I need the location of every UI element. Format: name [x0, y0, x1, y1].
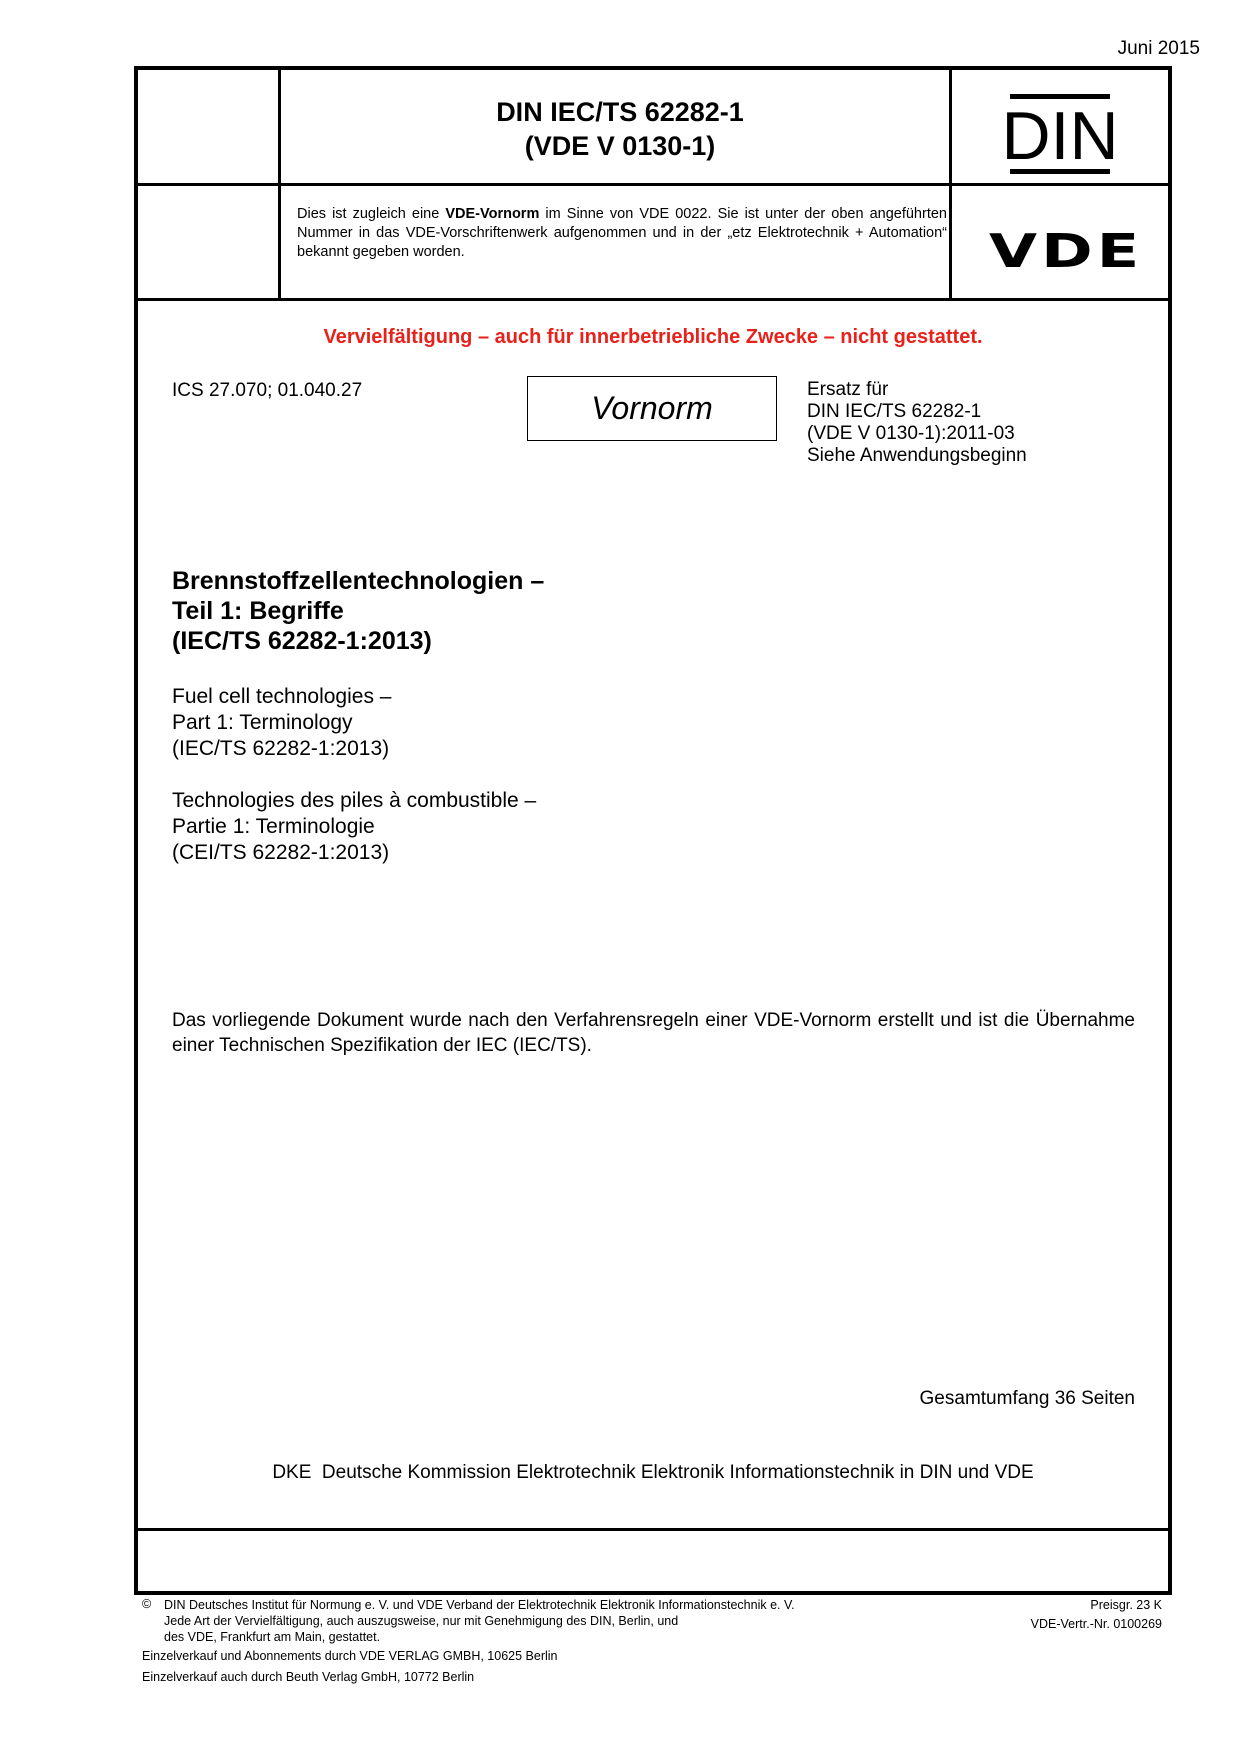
- title-de-line-2: Teil 1: Begriffe: [172, 597, 344, 625]
- standard-number: DIN IEC/TS 62282-1: [496, 97, 744, 127]
- notice-text-2: im Sinne von VDE 0022. Sie ist unter der oben angeführten Nummer in das VDE-Vorschriftenwerk aufgenommen und in der „etz Elektrotechnik + Automation“ bekannt gegeben worden.: [297, 206, 947, 260]
- procedure-statement: Das vorliegende Dokument wurde nach den Verfahrensregeln einer VDE-Vornorm erstellt und ist die Übernahme einer Technischen Spezifikation der IEC (IEC/TS).: [172, 1010, 1135, 1056]
- replacement-line-4: Siehe Anwendungsbeginn: [807, 445, 1027, 466]
- frame-vline-left: [278, 66, 281, 300]
- dke-line: DKE Deutsche Kommission Elektrotechnik Elektronik Informationstechnik in DIN und VDE: [272, 1462, 1034, 1483]
- title-english: [172, 684, 391, 762]
- replacement-info: [807, 379, 1027, 467]
- title-en-line-3: (IEC/TS 62282-1:2013): [172, 737, 390, 760]
- title-german: [172, 566, 544, 656]
- replacement-line-2: DIN IEC/TS 62282-1: [807, 401, 982, 422]
- din-logo-graphic: [1001, 94, 1119, 174]
- title-de-line-3: (IEC/TS 62282-1:2013): [172, 627, 432, 655]
- publication-date: Juni 2015: [1117, 38, 1200, 59]
- frame-divider-1: [134, 183, 1172, 186]
- replacement-line-3: (VDE V 0130-1):2011-03: [807, 423, 1015, 444]
- copyright-line-2: Jede Art der Vervielfältigung, auch auszugsweise, nur mit Genehmigung des DIN, Berlin, und: [164, 1614, 679, 1628]
- title-fr-line-1: Technologies des piles à combustible –: [172, 789, 537, 812]
- title-de-line-1: Brennstoffzellentechnologien –: [172, 567, 545, 595]
- title-fr-line-3: (CEI/TS 62282-1:2013): [172, 841, 390, 864]
- notice-text-1: Dies ist zugleich eine: [297, 206, 446, 222]
- copyright-block: [164, 1597, 924, 1645]
- vornorm-box: [527, 376, 777, 441]
- title-fr-line-2: Partie 1: Terminologie: [172, 815, 375, 838]
- price-block: [1031, 1597, 1162, 1632]
- notice-text-bold: VDE-Vornorm: [445, 206, 540, 222]
- vornorm-label: Vornorm: [591, 390, 713, 426]
- replacement-line-1: Ersatz für: [807, 379, 889, 400]
- title-en-line-2: Part 1: Terminology: [172, 711, 353, 734]
- sale-line-1: Einzelverkauf und Abonnements durch VDE VERLAG GMBH, 10625 Berlin: [142, 1649, 558, 1663]
- title-french: [172, 788, 536, 866]
- copyright-line-3: des VDE, Frankfurt am Main, gestattet.: [164, 1630, 381, 1644]
- total-pages: Gesamtumfang 36 Seiten: [919, 1388, 1135, 1409]
- title-en-line-1: Fuel cell technologies –: [172, 685, 392, 708]
- din-logo: [1001, 94, 1119, 179]
- copyright-icon: ©: [142, 1597, 152, 1611]
- sale-line-2: Einzelverkauf auch durch Beuth Verlag GmbH, 10772 Berlin: [142, 1670, 475, 1684]
- frame-divider-2: [134, 298, 1172, 301]
- copyright-line-1: DIN Deutsches Institut für Normung e. V. und VDE Verband der Elektrotechnik Elektronik Informationstechnik e. V.: [164, 1598, 795, 1612]
- vde-number: (VDE V 0130-1): [524, 131, 716, 161]
- frame-divider-3: [134, 1528, 1172, 1531]
- copy-warning: Vervielfältigung – auch für innerbetriebliche Zwecke – nicht gestattet.: [323, 326, 983, 348]
- din-logo-text: DIN: [1001, 98, 1119, 174]
- vde-logo: VDE: [989, 224, 1144, 278]
- standard-title-block: [285, 95, 955, 163]
- vde-notice: [297, 205, 947, 262]
- vde-order-number: VDE-Vertr.-Nr. 0100269: [1030, 1617, 1162, 1631]
- price-group: Preisgr. 23 K: [1090, 1598, 1162, 1612]
- ics-code: ICS 27.070; 01.040.27: [172, 380, 363, 401]
